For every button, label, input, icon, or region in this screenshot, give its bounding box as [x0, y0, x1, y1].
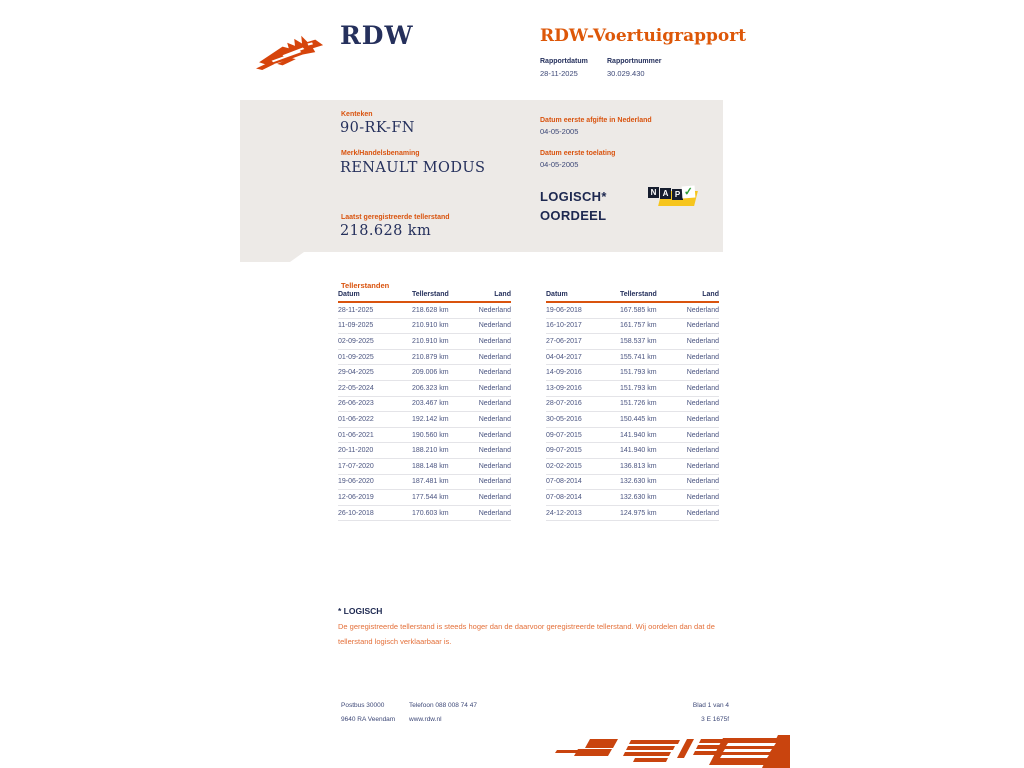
cell-land: Nederland: [478, 462, 511, 470]
afgifte-label: Datum eerste afgifte in Nederland: [540, 117, 652, 124]
odometer-table-left: [338, 291, 511, 521]
cell-land: Nederland: [686, 462, 719, 470]
cell-datum: 13-09-2016: [546, 384, 582, 392]
cell-land: Nederland: [478, 369, 511, 377]
oordeel-line1: LOGISCH*: [540, 189, 607, 204]
nap-logo-icon: [648, 184, 698, 210]
report-number-value: 30.029.430: [607, 69, 645, 78]
cell-tellerstand: 192.142 km: [412, 415, 449, 423]
cell-land: Nederland: [478, 431, 511, 439]
brand-wordmark: RDW: [340, 21, 414, 50]
odometer-table-right: [546, 291, 719, 521]
rdw-eagle-logo-icon: [256, 26, 334, 72]
cell-land: Nederland: [478, 478, 511, 486]
footer-form-code: 3 E 1675f: [701, 716, 729, 723]
table-row: [546, 334, 719, 350]
nap-letter-a: A: [660, 188, 671, 199]
nap-letter-p: P: [672, 189, 683, 200]
table-row: [338, 334, 511, 350]
cell-land: Nederland: [686, 369, 719, 377]
cell-land: Nederland: [686, 431, 719, 439]
afgifte-value: 04-05-2005: [540, 127, 579, 136]
tellerstanden-section-title: Tellerstanden: [341, 281, 390, 290]
cell-land: Nederland: [478, 509, 511, 517]
cell-datum: 01-06-2021: [338, 431, 374, 439]
table-body: [546, 303, 719, 521]
cell-land: Nederland: [686, 493, 719, 501]
cell-tellerstand: 187.481 km: [412, 478, 449, 486]
cell-datum: 29-04-2025: [338, 369, 374, 377]
table-row: [338, 443, 511, 459]
report-number-label: Rapportnummer: [607, 58, 662, 65]
table-body: [338, 303, 511, 521]
nap-checkmark-icon: ✓: [683, 185, 694, 199]
cell-land: Nederland: [686, 447, 719, 455]
cell-land: Nederland: [478, 337, 511, 345]
table-row: [546, 319, 719, 335]
cell-land: Nederland: [478, 447, 511, 455]
cell-tellerstand: 210.910 km: [412, 337, 449, 345]
cell-land: Nederland: [686, 322, 719, 330]
cell-land: Nederland: [686, 337, 719, 345]
cell-tellerstand: 158.537 km: [620, 337, 657, 345]
cell-tellerstand: 124.975 km: [620, 509, 657, 517]
cell-land: Nederland: [478, 493, 511, 501]
cell-datum: 09-07-2015: [546, 447, 582, 455]
cell-datum: 28-07-2016: [546, 400, 582, 408]
table-row: [338, 412, 511, 428]
cell-tellerstand: 151.726 km: [620, 400, 657, 408]
cell-land: Nederland: [686, 478, 719, 486]
cell-datum: 04-04-2017: [546, 353, 582, 361]
cell-tellerstand: 136.813 km: [620, 462, 657, 470]
footer-website: www.rdw.nl: [409, 716, 442, 723]
table-row: [546, 506, 719, 522]
cell-datum: 16-10-2017: [546, 322, 582, 330]
cell-tellerstand: 155.741 km: [620, 353, 657, 361]
vehicle-summary-box-tab: [240, 252, 304, 262]
cell-land: Nederland: [686, 509, 719, 517]
note-body: De geregistreerde tellerstand is steeds hoger dan de daarvoor geregistreerde tellerstand. Wij oordelen dan dat de tellerstand logisch verklaarbaar is.: [338, 622, 715, 646]
header-tellerstand: Tellerstand: [620, 291, 657, 298]
cell-datum: 01-06-2022: [338, 415, 374, 423]
table-row: [338, 381, 511, 397]
cell-datum: 26-06-2023: [338, 400, 374, 408]
cell-datum: 19-06-2018: [546, 306, 582, 314]
cell-datum: 09-07-2015: [546, 431, 582, 439]
toelating-label: Datum eerste toelating: [540, 150, 616, 157]
cell-datum: 17-07-2020: [338, 462, 374, 470]
cell-land: Nederland: [478, 384, 511, 392]
note-title: * LOGISCH: [338, 606, 383, 616]
report-date-label: Rapportdatum: [540, 58, 588, 65]
cell-tellerstand: 167.585 km: [620, 306, 657, 314]
header-datum: Datum: [338, 291, 360, 298]
header-land: Land: [494, 291, 511, 298]
table-row: [338, 397, 511, 413]
cell-tellerstand: 210.910 km: [412, 322, 449, 330]
table-row: [338, 506, 511, 522]
kenteken-label: Kenteken: [341, 111, 373, 118]
oordeel-text: [540, 187, 607, 225]
table-row: [546, 428, 719, 444]
cell-tellerstand: 190.560 km: [412, 431, 449, 439]
cell-land: Nederland: [478, 306, 511, 314]
cell-datum: 24-12-2013: [546, 509, 582, 517]
footer-stripes-graphic-icon: [538, 735, 790, 768]
table-row: [338, 350, 511, 366]
cell-land: Nederland: [686, 400, 719, 408]
cell-land: Nederland: [686, 384, 719, 392]
cell-tellerstand: 177.544 km: [412, 493, 449, 501]
table-row: [546, 475, 719, 491]
cell-land: Nederland: [478, 415, 511, 423]
cell-tellerstand: 150.445 km: [620, 415, 657, 423]
oordeel-line2: OORDEEL: [540, 208, 607, 223]
cell-datum: 01-09-2025: [338, 353, 374, 361]
table-header-row: [546, 291, 719, 303]
footer-phone: Telefoon 088 008 74 47: [409, 702, 477, 709]
cell-datum: 14-09-2016: [546, 369, 582, 377]
report-date-value: 28-11-2025: [540, 69, 578, 78]
table-row: [338, 428, 511, 444]
merk-value: RENAULT MODUS: [340, 160, 486, 176]
cell-land: Nederland: [686, 415, 719, 423]
footer-address-line1: Postbus 30000: [341, 702, 385, 709]
header-land: Land: [702, 291, 719, 298]
cell-tellerstand: 210.879 km: [412, 353, 449, 361]
cell-tellerstand: 203.467 km: [412, 400, 449, 408]
cell-tellerstand: 188.210 km: [412, 447, 449, 455]
cell-tellerstand: 141.940 km: [620, 431, 657, 439]
kenteken-value: 90-RK-FN: [340, 120, 415, 136]
table-header-row: [338, 291, 511, 303]
cell-tellerstand: 141.940 km: [620, 447, 657, 455]
nap-letter-n: N: [648, 187, 659, 198]
footer-address-line2: 9640 RA Veendam: [341, 716, 396, 723]
table-row: [546, 303, 719, 319]
cell-datum: 27-06-2017: [546, 337, 582, 345]
cell-tellerstand: 206.323 km: [412, 384, 449, 392]
tellerstand-value: 218.628 km: [340, 223, 432, 239]
cell-datum: 30-05-2016: [546, 415, 582, 423]
cell-datum: 26-10-2018: [338, 509, 374, 517]
table-row: [546, 365, 719, 381]
cell-datum: 22-05-2024: [338, 384, 374, 392]
cell-tellerstand: 161.757 km: [620, 322, 657, 330]
cell-tellerstand: 151.793 km: [620, 384, 657, 392]
table-row: [338, 490, 511, 506]
cell-tellerstand: 188.148 km: [412, 462, 449, 470]
cell-datum: 07-08-2014: [546, 493, 582, 501]
cell-datum: 02-09-2025: [338, 337, 374, 345]
table-row: [338, 365, 511, 381]
table-row: [546, 350, 719, 366]
toelating-value: 04-05-2005: [540, 160, 579, 169]
table-row: [338, 459, 511, 475]
header-tellerstand: Tellerstand: [412, 291, 449, 298]
document-title: RDW-Voertuigrapport: [540, 26, 747, 46]
cell-tellerstand: 132.630 km: [620, 478, 657, 486]
cell-tellerstand: 218.628 km: [412, 306, 449, 314]
cell-land: Nederland: [478, 322, 511, 330]
footer-page-indicator: Blad 1 van 4: [692, 702, 729, 709]
cell-tellerstand: 170.603 km: [412, 509, 449, 517]
cell-tellerstand: 151.793 km: [620, 369, 657, 377]
table-row: [546, 459, 719, 475]
cell-tellerstand: 209.006 km: [412, 369, 449, 377]
table-row: [546, 381, 719, 397]
table-row: [338, 303, 511, 319]
cell-datum: 11-09-2025: [338, 322, 374, 330]
table-row: [546, 412, 719, 428]
cell-land: Nederland: [478, 400, 511, 408]
table-row: [546, 490, 719, 506]
tellerstand-label: Laatst geregistreerde tellerstand: [341, 214, 450, 221]
cell-tellerstand: 132.630 km: [620, 493, 657, 501]
cell-land: Nederland: [478, 353, 511, 361]
table-row: [546, 397, 719, 413]
header-datum: Datum: [546, 291, 568, 298]
cell-datum: 02-02-2015: [546, 462, 582, 470]
cell-land: Nederland: [686, 306, 719, 314]
cell-datum: 20-11-2020: [338, 447, 374, 455]
cell-datum: 07-08-2014: [546, 478, 582, 486]
table-row: [338, 475, 511, 491]
cell-datum: 12-06-2019: [338, 493, 374, 501]
cell-datum: 28-11-2025: [338, 306, 374, 314]
table-row: [546, 443, 719, 459]
merk-label: Merk/Handelsbenaming: [341, 150, 420, 157]
table-row: [338, 319, 511, 335]
cell-land: Nederland: [686, 353, 719, 361]
cell-datum: 19-06-2020: [338, 478, 374, 486]
